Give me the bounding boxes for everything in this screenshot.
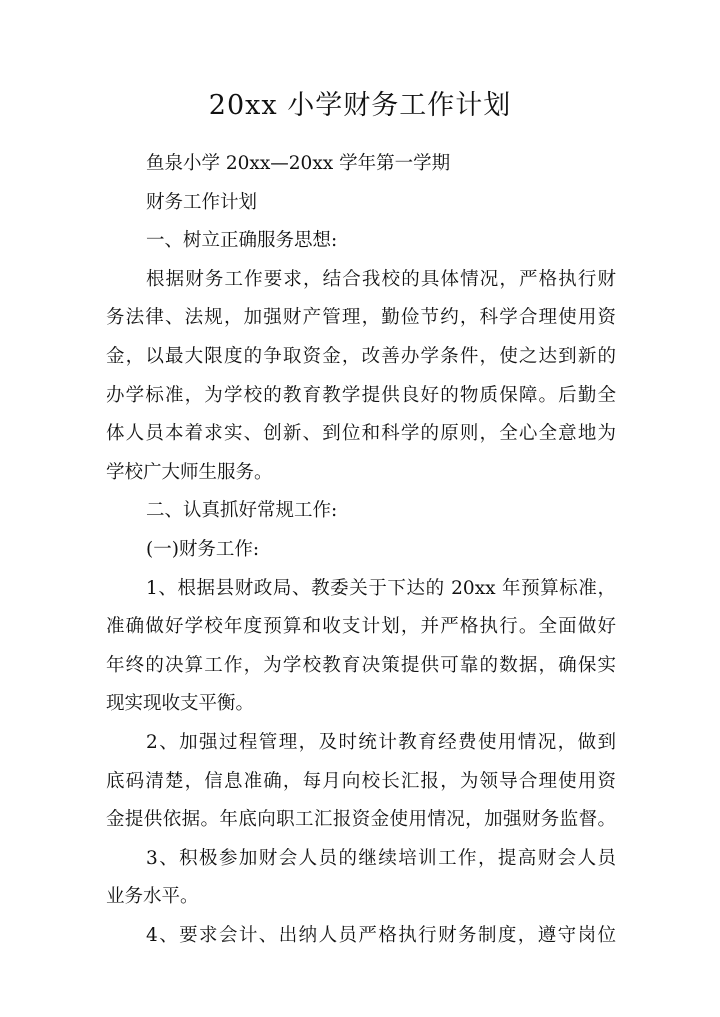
paragraph-line: 准确做好学校年度预算和收支计划，并严格执行。全面做好	[106, 616, 616, 638]
paragraph-line: 学校广大师生服务。	[106, 461, 273, 483]
section-heading-2: 二、认真抓好常规工作:	[146, 500, 338, 522]
paragraph-line: 根据财务工作要求，结合我校的具体情况，严格执行财	[146, 268, 616, 290]
subtitle-line: 财务工作计划	[146, 191, 258, 213]
paragraph-line: 2、加强过程管理，及时统计教育经费使用情况，做到	[146, 731, 616, 753]
document-body	[106, 145, 616, 955]
paragraph-line: 务法律、法规，加强财产管理，勤俭节约，科学合理使用资	[106, 307, 616, 329]
paragraph-line: 体人员本着求实、创新、到位和科学的原则，全心全意地为	[106, 423, 616, 445]
paragraph-line: 3、积极参加财会人员的继续培训工作，提高财会人员	[146, 847, 616, 869]
paragraph-line: 金，以最大限度的争取资金，改善办学条件，使之达到新的	[106, 345, 616, 367]
paragraph-line: 业务水平。	[106, 886, 199, 908]
paragraph-line: 现实现收支平衡。	[106, 693, 255, 715]
paragraph-line: 4、要求会计、出纳人员严格执行财务制度，遵守岗位	[146, 924, 616, 946]
document-title: 20xx 小学财务工作计划	[208, 90, 512, 121]
section-heading-1: 一、树立正确服务思想:	[146, 230, 338, 252]
school-term-line: 鱼泉小学 20xx—20xx 学年第一学期	[146, 153, 451, 174]
subsection-heading: (一)财务工作:	[146, 538, 260, 560]
paragraph-line: 年终的决算工作，为学校教育决策提供可靠的数据，确保实	[106, 654, 616, 676]
paragraph-line: 金提供依据。年底向职工汇报资金使用情况，加强财务监督。	[106, 809, 616, 831]
paragraph-line: 办学标准，为学校的教育教学提供良好的物质保障。后勤全	[106, 384, 616, 406]
paragraph-line: 1、根据县财政局、教委关于下达的 20xx 年预算标准，	[146, 577, 616, 599]
paragraph-line: 底码清楚，信息准确，每月向校长汇报，为领导合理使用资	[106, 770, 616, 792]
